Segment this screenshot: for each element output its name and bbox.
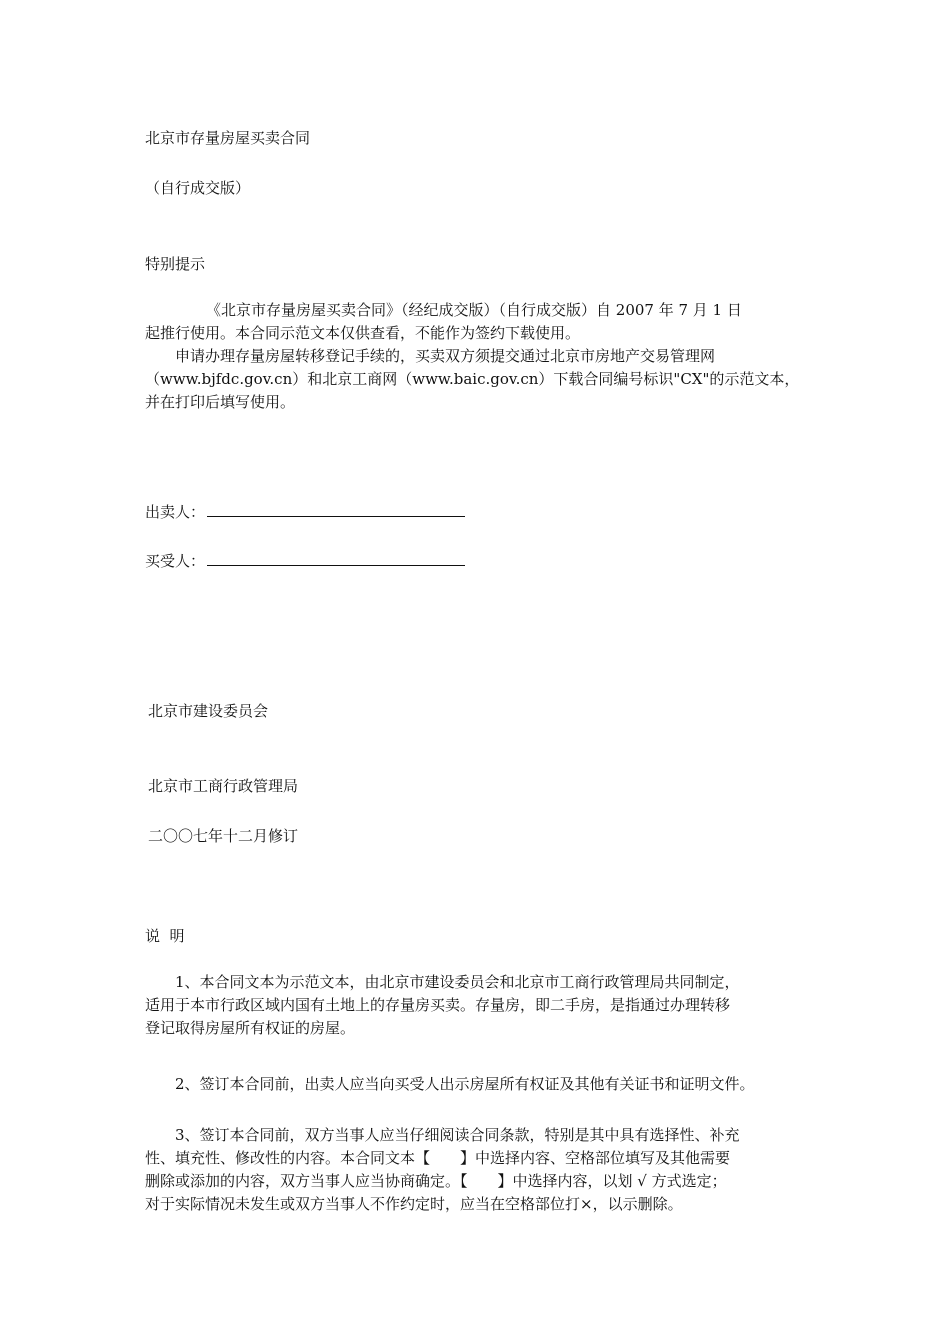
issuer-industry-commerce-bureau: 北京市工商行政管理局 xyxy=(148,777,299,795)
buyer-blank-line[interactable] xyxy=(207,550,465,566)
notice-line: （www.bjfdc.gov.cn）和北京工商网（www.baic.gov.cn）下载合同编号标识"CX"的示范文本， xyxy=(145,370,800,388)
explanation-item-2 xyxy=(145,1073,815,1096)
explanation-item-3 xyxy=(145,1124,815,1216)
issuer-construction-committee: 北京市建设委员会 xyxy=(148,702,269,720)
item-line: 1、本合同文本为示范文本，由北京市建设委员会和北京市工商行政管理局共同制定， xyxy=(175,973,740,991)
revision-date: 二〇〇七年十二月修订 xyxy=(148,827,299,845)
seller-field xyxy=(145,501,465,523)
contract-subtitle: （自行成交版） xyxy=(145,179,251,197)
buyer-field xyxy=(145,550,465,572)
seller-label: 出卖人： xyxy=(145,503,206,521)
item-line: 性、填充性、修改性的内容。本合同文本【 】中选择内容、空格部位填写及其他需要 xyxy=(145,1149,731,1167)
notice-line: 《北京市存量房屋买卖合同》（经纪成交版）（自行成交版）自 2007 年 7 月 1 日 xyxy=(206,301,742,319)
item-line: 删除或添加的内容，双方当事人应当协商确定。【 】中选择内容，以划 √ 方式选定； xyxy=(145,1172,727,1190)
item-line: 适用于本市行政区域内国有土地上的存量房买卖。存量房，即二手房，是指通过办理转移 xyxy=(145,996,731,1014)
notice-line: 起推行使用。本合同示范文本仅供查看，不能作为签约下载使用。 xyxy=(145,324,581,342)
explanation-item-1 xyxy=(145,971,815,1040)
item-line: 登记取得房屋所有权证的房屋。 xyxy=(145,1019,356,1037)
seller-blank-line[interactable] xyxy=(207,501,465,517)
item-line: 对于实际情况未发生或双方当事人不作约定时，应当在空格部位打×，以示删除。 xyxy=(145,1195,683,1213)
notice-heading: 特别提示 xyxy=(145,255,206,273)
contract-title: 北京市存量房屋买卖合同 xyxy=(145,129,311,147)
item-line: 3、签订本合同前，双方当事人应当仔细阅读合同条款，特别是其中具有选择性、补充 xyxy=(175,1126,740,1144)
notice-line: 申请办理存量房屋转移登记手续的，买卖双方须提交通过北京市房地产交易管理网 xyxy=(175,347,716,365)
explanation-heading: 说 明 xyxy=(145,927,185,945)
notice-paragraph xyxy=(145,299,815,414)
notice-line: 并在打印后填写使用。 xyxy=(145,393,296,411)
item-line: 2、签订本合同前，出卖人应当向买受人出示房屋所有权证及其他有关证书和证明文件。 xyxy=(175,1075,755,1093)
buyer-label: 买受人： xyxy=(145,552,206,570)
